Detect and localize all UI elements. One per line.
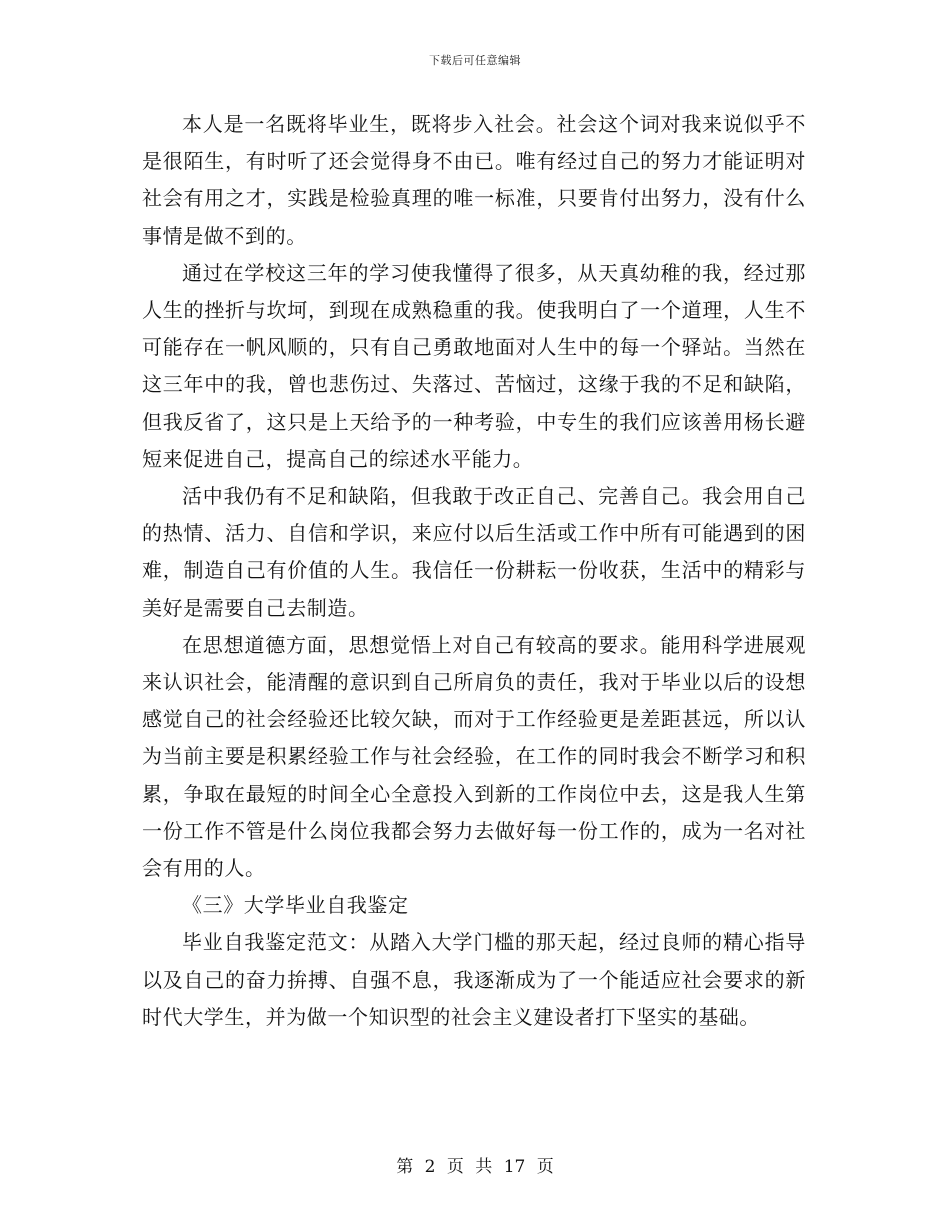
document-body [142, 106, 806, 1036]
footer-total-pages: 17 [503, 1157, 526, 1177]
paragraph-intro: 本人是一名既将毕业生，既将步入社会。社会这个词对我来说似乎不是很陌生，有时听了还会觉得身不由已。唯有经过自己的努力才能证明对社会有用之才，实践是检验真理的唯一标准，只要肯付出努力，没有什么事情是做不到的。 [142, 112, 806, 248]
footer-prefix: 第 [396, 1157, 414, 1177]
paragraph-final: 毕业自我鉴定范文：从踏入大学门槛的那天起，经过良师的精心指导以及自己的奋力拚搏、自强不息，我逐渐成为了一个能适应社会要求的新时代大学生，并为做一个知识型的社会主义建设者打下坚实的基础。 [142, 930, 806, 1029]
paragraph-moral: 在思想道德方面，思想觉悟上对自己有较高的要求。能用科学进展观来认识社会，能清醒的意识到自己所肩负的责任，我对于毕业以后的设想感觉自己的社会经验还比较欠缺，而对于工作经验更是差距甚远，所以认为当前主要是积累经验工作与社会经验，在工作的同时我会不断学习和积累，争取在最短的时间全心全意投入到新的工作岗位中去，这是我人生第一份工作不管是什么岗位我都会努力去做好每一份工作的，成为一名对社会有用的人。 [142, 632, 806, 881]
footer-total-word: 共 [475, 1157, 493, 1177]
paragraph-school-years: 通过在学校这三年的学习使我懂得了很多，从天真幼稚的我，经过那人生的挫折与坎坷，到现在成熟稳重的我。使我明白了一个道理，人生不可能存在一帆风顺的，只有自己勇敢地面对人生中的每一个驿站。当然在这三年中的我，曾也悲伤过、失落过、苦恼过，这缘于我的不足和缺陷，但我反省了，这只是上天给予的一种考验，中专生的我们应该善用杨长避短来促进自己，提高自己的综述水平能力。 [142, 260, 806, 471]
page-footer [0, 1152, 950, 1177]
paragraph-shortcomings: 活中我仍有不足和缺陷，但我敢于改正自己、完善自己。我会用自己的热情、活力、自信和学识，来应付以后生活或工作中所有可能遇到的困难，制造自己有价值的人生。我信任一份耕耘一份收获，生活中的精彩与美好是需要自己去制造。 [142, 484, 806, 620]
footer-current-page: 2 [424, 1157, 436, 1177]
section-heading: 《三》大学毕业自我鉴定 [182, 893, 409, 918]
footer-suffix: 页 [536, 1157, 554, 1177]
footer-page-word: 页 [446, 1157, 464, 1177]
page-header: 下载后可任意编辑 [429, 54, 521, 67]
